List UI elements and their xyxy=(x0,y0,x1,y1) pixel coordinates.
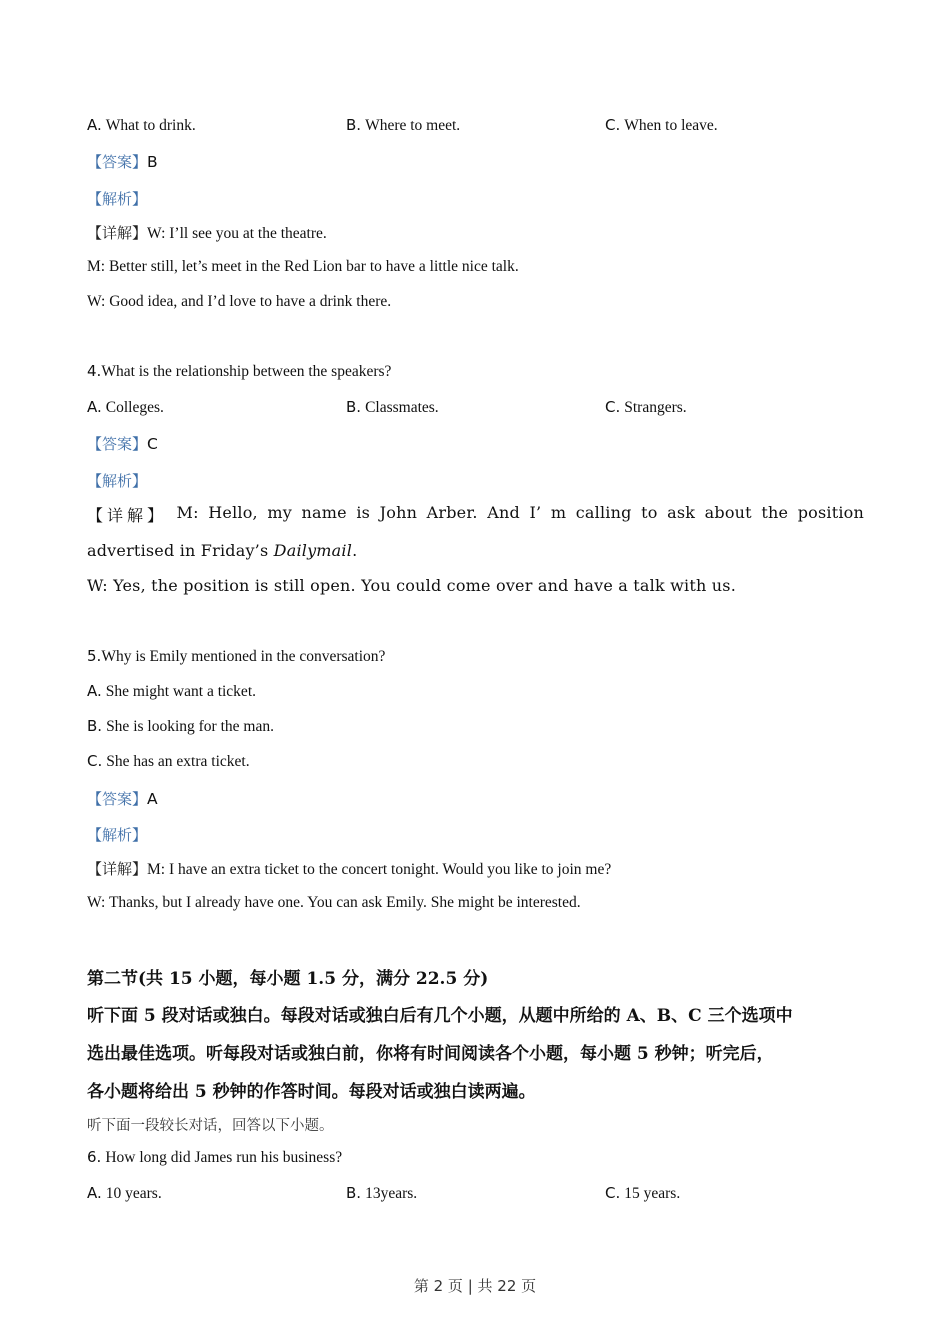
word: name xyxy=(301,503,347,522)
q4-question xyxy=(87,362,391,381)
question-text: Why is Emily mentioned in the conversation? xyxy=(101,648,386,665)
section-heading: 第二节(共 15 小题，每小题 1.5 分，满分 22.5 分) xyxy=(87,969,489,989)
transcript-line: W: Thanks, but I already have one. You can ask Emily. She might be interested. xyxy=(87,894,581,911)
option-label: A. xyxy=(87,682,102,700)
transcript-text: . xyxy=(352,541,358,560)
newspaper-name: Dailymail xyxy=(273,541,353,560)
option-text: Strangers. xyxy=(624,399,687,416)
option-label: C. xyxy=(605,398,621,416)
section-instruction-line: 各小题将给出 5 秒钟的作答时间。每段对话或独白读两遍。 xyxy=(87,1082,536,1102)
q5-option-a xyxy=(87,682,256,701)
analysis-tag: 【解析】 xyxy=(87,190,148,208)
question-text: What is the relationship between the speakers? xyxy=(101,363,392,380)
option-text: Where to meet. xyxy=(365,117,461,134)
q4-option-a xyxy=(87,398,164,417)
option-text: Classmates. xyxy=(365,399,439,416)
option-text: Colleges. xyxy=(105,399,164,416)
q5-detail xyxy=(87,858,611,879)
transcript-line: M: I have an extra ticket to the concert tonight. Would you like to join me? xyxy=(147,861,612,878)
q6-option-b xyxy=(346,1184,417,1203)
answer-value: C xyxy=(147,435,158,453)
q6-question xyxy=(87,1148,342,1167)
answer-value: A xyxy=(147,790,158,808)
transcript-text: advertised in Friday’s xyxy=(87,541,274,560)
word: I’ xyxy=(529,503,542,522)
option-label: B. xyxy=(346,398,362,416)
transcript-line: W: Yes, the position is still open. You could come over and have a talk with us. xyxy=(87,576,736,595)
option-label: C. xyxy=(605,1184,621,1202)
word: John xyxy=(379,503,418,522)
detail-tag: 【详解】 xyxy=(87,224,148,242)
option-text: When to leave. xyxy=(624,117,718,134)
option-text: 13years. xyxy=(365,1185,418,1202)
q3-answer xyxy=(87,151,158,172)
analysis-tag: 【解析】 xyxy=(87,472,148,490)
option-label: A. xyxy=(87,398,102,416)
word: the xyxy=(761,503,789,522)
word: is xyxy=(356,503,371,522)
option-label: A. xyxy=(87,1184,102,1202)
q3-analysis xyxy=(87,188,147,209)
q4-option-b xyxy=(346,398,439,417)
option-text: She has an extra ticket. xyxy=(106,753,250,770)
q5-option-c xyxy=(87,752,250,771)
word: m xyxy=(550,503,567,522)
transcript-line: M: Better still, let’s meet in the Red Lion bar to have a little nice talk. xyxy=(87,258,519,275)
option-label: C. xyxy=(87,752,103,770)
transcript-line: W: Good idea, and I’d love to have a drink there. xyxy=(87,293,392,310)
word: And xyxy=(487,503,520,522)
option-label: B. xyxy=(346,1184,362,1202)
question-number: 4. xyxy=(87,362,102,380)
section-subheading: 听下面一段较长对话，回答以下小题。 xyxy=(87,1118,334,1134)
page-footer: 第 2 页 | 共 22 页 xyxy=(413,1277,537,1295)
option-text: 15 years. xyxy=(624,1185,681,1202)
answer-tag: 【答案】 xyxy=(87,790,148,808)
option-text: What to drink. xyxy=(105,117,196,134)
q5-analysis xyxy=(87,824,147,845)
word: M: xyxy=(176,503,199,522)
q4-answer xyxy=(87,433,158,454)
q3-option-c xyxy=(605,116,718,135)
option-text: 10 years. xyxy=(105,1185,162,1202)
detail-tag: 【详解】 xyxy=(87,860,148,878)
word: ask xyxy=(667,503,696,522)
word: Hello, xyxy=(208,503,258,522)
option-text: She might want a ticket. xyxy=(105,683,256,700)
section-instruction-line: 选出最佳选项。听每段对话或独白前，你将有时间阅读各个小题，每小题 5 秒钟；听完后， xyxy=(87,1044,774,1064)
word: Arber. xyxy=(426,503,478,522)
option-label: B. xyxy=(346,116,362,134)
word: about xyxy=(704,503,752,522)
q4-analysis xyxy=(87,470,147,491)
q4-detail-line-1 xyxy=(87,503,864,526)
q4-option-c xyxy=(605,398,687,417)
word: position xyxy=(797,503,864,522)
option-text: She is looking for the man. xyxy=(106,718,274,735)
q3-option-a xyxy=(87,116,196,135)
q5-answer xyxy=(87,788,158,809)
question-number: 6. xyxy=(87,1148,102,1166)
option-label: B. xyxy=(87,717,103,735)
detail-tag: 【详解】 xyxy=(87,506,168,525)
answer-value: B xyxy=(147,153,158,171)
option-label: A. xyxy=(87,116,102,134)
word: calling xyxy=(575,503,632,522)
question-number: 5. xyxy=(87,647,102,665)
section-instruction-line: 听下面 5 段对话或独白。每段对话或独白后有几个小题，从题中所给的 A、B、C 三个选项中 xyxy=(87,1006,793,1026)
q4-detail-line-2 xyxy=(87,541,357,560)
q6-option-c xyxy=(605,1184,680,1203)
question-text: How long did James run his business? xyxy=(105,1149,343,1166)
word: my xyxy=(267,503,292,522)
word: to xyxy=(641,503,658,522)
answer-tag: 【答案】 xyxy=(87,153,148,171)
analysis-tag: 【解析】 xyxy=(87,826,148,844)
q3-detail xyxy=(87,222,327,243)
q5-question xyxy=(87,647,385,666)
q5-option-b xyxy=(87,717,274,736)
q6-option-a xyxy=(87,1184,162,1203)
option-label: C. xyxy=(605,116,621,134)
transcript-line: W: I’ll see you at the theatre. xyxy=(147,225,327,242)
q3-option-b xyxy=(346,116,460,135)
answer-tag: 【答案】 xyxy=(87,435,148,453)
